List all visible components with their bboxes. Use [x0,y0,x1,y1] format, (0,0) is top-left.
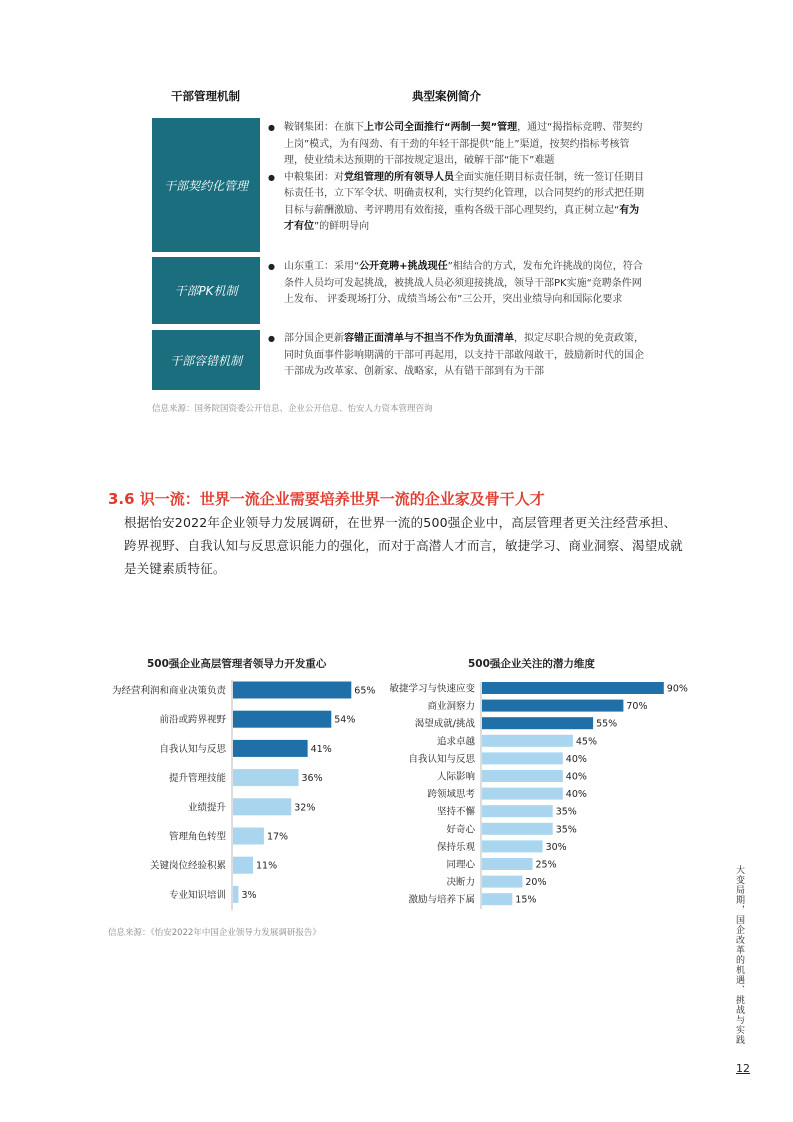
value-label: 3% [241,889,257,901]
case-text: 山东重工：采用“公开竞聘+挑战现任”相结合的方式，发布允许挑战的岗位，符合条件人员均可发起挑战，被挑战人员必须迎接挑战，领导干部PK实施“竞聘条件网上发布、 评委现场打分、成绩当场公布”三公开，突出业绩导向和国际化要求 [284,261,643,305]
chart-title-right: 500强企业关注的潜力维度 [468,658,595,670]
side-running-title: 大变局期，国企改革的机遇、挑战与实践 [734,865,744,1045]
case-item [268,170,648,236]
table-source: 信息来源：国务院国资委公开信息、企业公开信息、怡安人力资本管理咨询 [152,404,433,414]
category-label: 业绩提升 [187,802,226,814]
value-label: 41% [310,743,332,755]
bullet-icon: ● [268,334,275,343]
value-label: 35% [555,824,577,836]
value-label: 25% [535,859,557,871]
table-header-cases: 典型案例简介 [412,89,481,103]
bar [233,798,291,815]
value-label: 45% [575,736,598,748]
category-label: 激励与培养下属 [408,894,475,906]
case-item [268,331,648,381]
category-label: 关键岗位经验积累 [149,860,226,872]
chart-source: 信息来源：《怡安2022年中国企业领导力发展调研报告》 [108,928,321,938]
category-label: 人际影响 [436,771,475,783]
bar [482,805,553,817]
value-label: 40% [565,753,587,765]
case-text: 中粮集团：对党组管理的所有领导人员全面实施任期目标责任制，统一签订任期目标责任书，立下军令状、明确责权利，实行契约化管理，以合同契约的形式把任期目标与薪酬激励、考评聘用有效衔接，重构各级干部心理契约，真正树立起“有为才有位”的鲜明导向 [284,171,644,232]
value-label: 54% [334,714,356,726]
case-text: 部分国企更新容错正面清单与不担当不作为负面清单，拟定尽职合规的免责政策，同时负面事件影响期满的干部可再起用，以支持干部敢闯敢干，鼓励新时代的国企干部成为改革家、创新家、战略家，从有错干部到有为干部 [284,333,644,377]
category-label: 敏捷学习与快速应变 [389,683,475,695]
bar [482,893,512,905]
page-number: 12 [736,1062,750,1075]
row-label-fault-tolerance [152,330,260,390]
row-label-contract [152,118,260,252]
bar [233,682,351,699]
table-header-mechanism: 干部管理机制 [171,89,240,103]
value-label: 90% [666,683,688,695]
category-label: 坚持不懈 [436,806,475,818]
row-label-text: 干部容错机制 [169,353,242,368]
category-label: 自我认知与反思 [159,743,226,755]
row-content-fault-tolerance [268,331,648,381]
value-label: 17% [266,831,289,843]
section-paragraph: 根据怡安2022年企业领导力发展调研，在世界一流的500强企业中，高层管理者更关注经营承担、跨界视野、自我认知与反思意识能力的强化，而对于高潜人才而言，敏捷学习、商业洞察、渴望成就是关键素质特征。 [124,515,683,576]
bar [233,857,253,874]
category-label: 自我认知与反思 [408,753,475,765]
case-item [268,259,648,309]
row-content-pk [268,259,648,309]
bullet-icon: ● [268,262,275,271]
category-label: 提升管理技能 [168,773,226,785]
row-content-contract [268,120,648,236]
bar [482,823,553,835]
category-label: 跨领域思考 [427,789,475,801]
bar [482,700,623,712]
category-label: 商业洞察力 [427,701,475,713]
value-label: 70% [626,701,648,713]
bullet-icon: ● [268,172,275,182]
bar [233,740,308,757]
category-label: 为经营利润和商业决策负责 [111,685,226,697]
category-label: 渴望成就/挑战 [414,718,475,730]
value-label: 32% [294,802,316,814]
chart-title-left: 500强企业高层管理者领导力开发重心 [147,658,327,670]
bar [233,711,331,728]
bar [233,828,264,845]
value-label: 65% [354,685,376,697]
bar [482,717,593,729]
bar [482,735,573,747]
category-label: 管理角色转型 [168,831,226,843]
category-label: 决断力 [446,877,475,889]
category-label: 保持乐观 [436,841,475,853]
category-label: 追求卓越 [436,736,475,748]
row-label-text: 干部PK机制 [174,284,238,298]
category-label: 专业知识培训 [168,889,226,901]
bar [482,876,522,888]
value-label: 20% [525,877,547,889]
row-label-pk [152,257,260,324]
bullet-icon: ● [268,123,275,132]
value-label: 30% [545,841,567,853]
value-label: 40% [565,771,587,783]
value-label: 55% [596,718,618,730]
value-label: 40% [565,789,587,801]
bar [233,769,299,786]
category-label: 好奇心 [446,824,475,836]
bar [233,886,238,903]
bar [482,858,533,870]
bar [482,770,563,782]
category-label: 前沿或跨界视野 [159,714,226,726]
bar [482,752,563,764]
category-label: 同理心 [446,859,475,871]
bar [482,840,543,852]
case-item [268,120,648,170]
case-text: 鞍钢集团：在旗下上市公司全面推行“两制一契”管理，通过“揭指标竞聘、带契约上岗”模式，为有闯劲、有干劲的年轻干部提供“能上”渠道，按契约指标考核管理，使业绩未达预期的干部按规定退出，破解干部“能下”难题 [284,122,643,166]
section-title: 3.6 识一流：世界一流企业需要培养世界一流的企业家及骨干人才 [108,490,545,508]
row-label-text: 干部契约化管理 [163,178,248,193]
value-label: 36% [301,773,323,785]
value-label: 11% [256,860,278,872]
bar [482,682,664,694]
value-label: 35% [555,806,577,818]
bar [482,788,563,800]
value-label: 15% [515,894,537,906]
